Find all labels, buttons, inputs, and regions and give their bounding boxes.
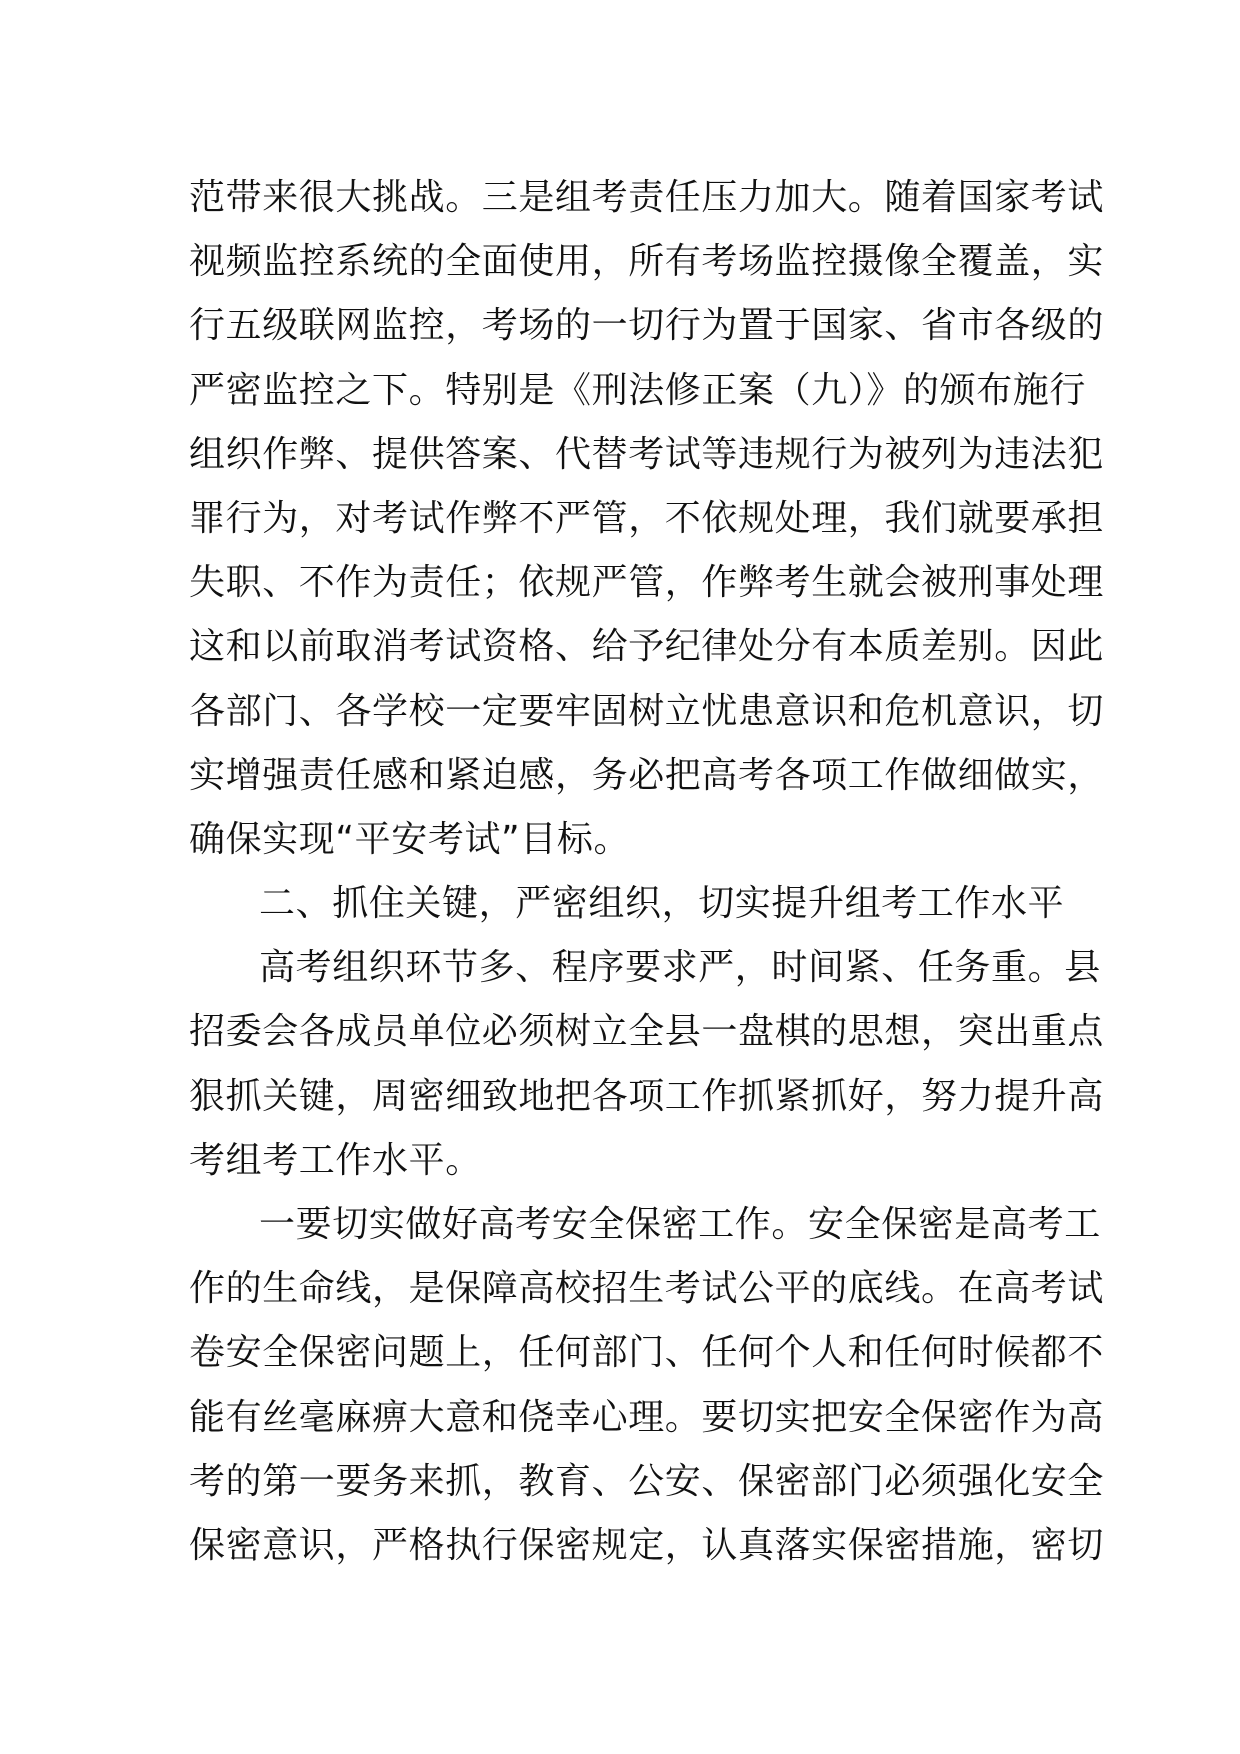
text-line: 失职、不作为责任；依规严管，作弊考生就会被刑事处理	[189, 562, 1105, 604]
text-line: 狠抓关键，周密细致地把各项工作抓紧抓好，努力提升高	[189, 1075, 1105, 1117]
text-line: 各部门、各学校一定要牢固树立忧患意识和危机意识，切	[189, 690, 1105, 732]
text-line: 罪行为，对考试作弊不严管，不依规处理，我们就要承担	[189, 497, 1105, 539]
text-line: 能有丝毫麻痹大意和侥幸心理。要切实把安全保密作为高	[189, 1396, 1105, 1438]
section-heading: 二、抓住关键，严密组织，切实提升组考工作水平	[259, 883, 1065, 925]
text-line: 卷安全保密问题上，任何部门、任何个人和任何时候都不	[189, 1332, 1105, 1374]
paragraph-start-line: 一要切实做好高考安全保密工作。安全保密是高考工	[259, 1204, 1101, 1245]
paragraph-start-line: 高考组织环节多、程序要求严，时间紧、任务重。县	[259, 947, 1101, 989]
text-line: 范带来很大挑战。三是组考责任压力加大。随着国家考试	[189, 177, 1105, 218]
text-line: 作的生命线，是保障高校招生考试公平的底线。在高考试	[189, 1268, 1105, 1310]
text-line: 保密意识，严格执行保密规定，认真落实保密措施，密切	[189, 1524, 1105, 1566]
text-line: 考组考工作水平。	[189, 1139, 482, 1181]
document-body	[189, 166, 1105, 1578]
text-line: 招委会各成员单位必须树立全县一盘棋的思想，突出重点	[189, 1011, 1105, 1053]
text-line: 这和以前取消考试资格、给予纪律处分有本质差别。因此	[189, 626, 1105, 668]
text-line: 实增强责任感和紧迫感，务必把高考各项工作做细做实，	[189, 754, 1105, 796]
text-line: 组织作弊、提供答案、代替考试等违规行为被列为违法犯	[189, 433, 1105, 475]
text-line: 视频监控系统的全面使用，所有考场监控摄像全覆盖，实	[189, 241, 1105, 283]
text-line: 确保实现“平安考试”目标。	[189, 818, 631, 860]
text-line: 行五级联网监控，考场的一切行为置于国家、省市各级的	[189, 305, 1105, 347]
text-line: 严密监控之下。特别是《刑法修正案（九）》的颁布施行	[189, 369, 1087, 411]
text-line: 考的第一要务来抓，教育、公安、保密部门必须强化安全	[189, 1460, 1105, 1502]
